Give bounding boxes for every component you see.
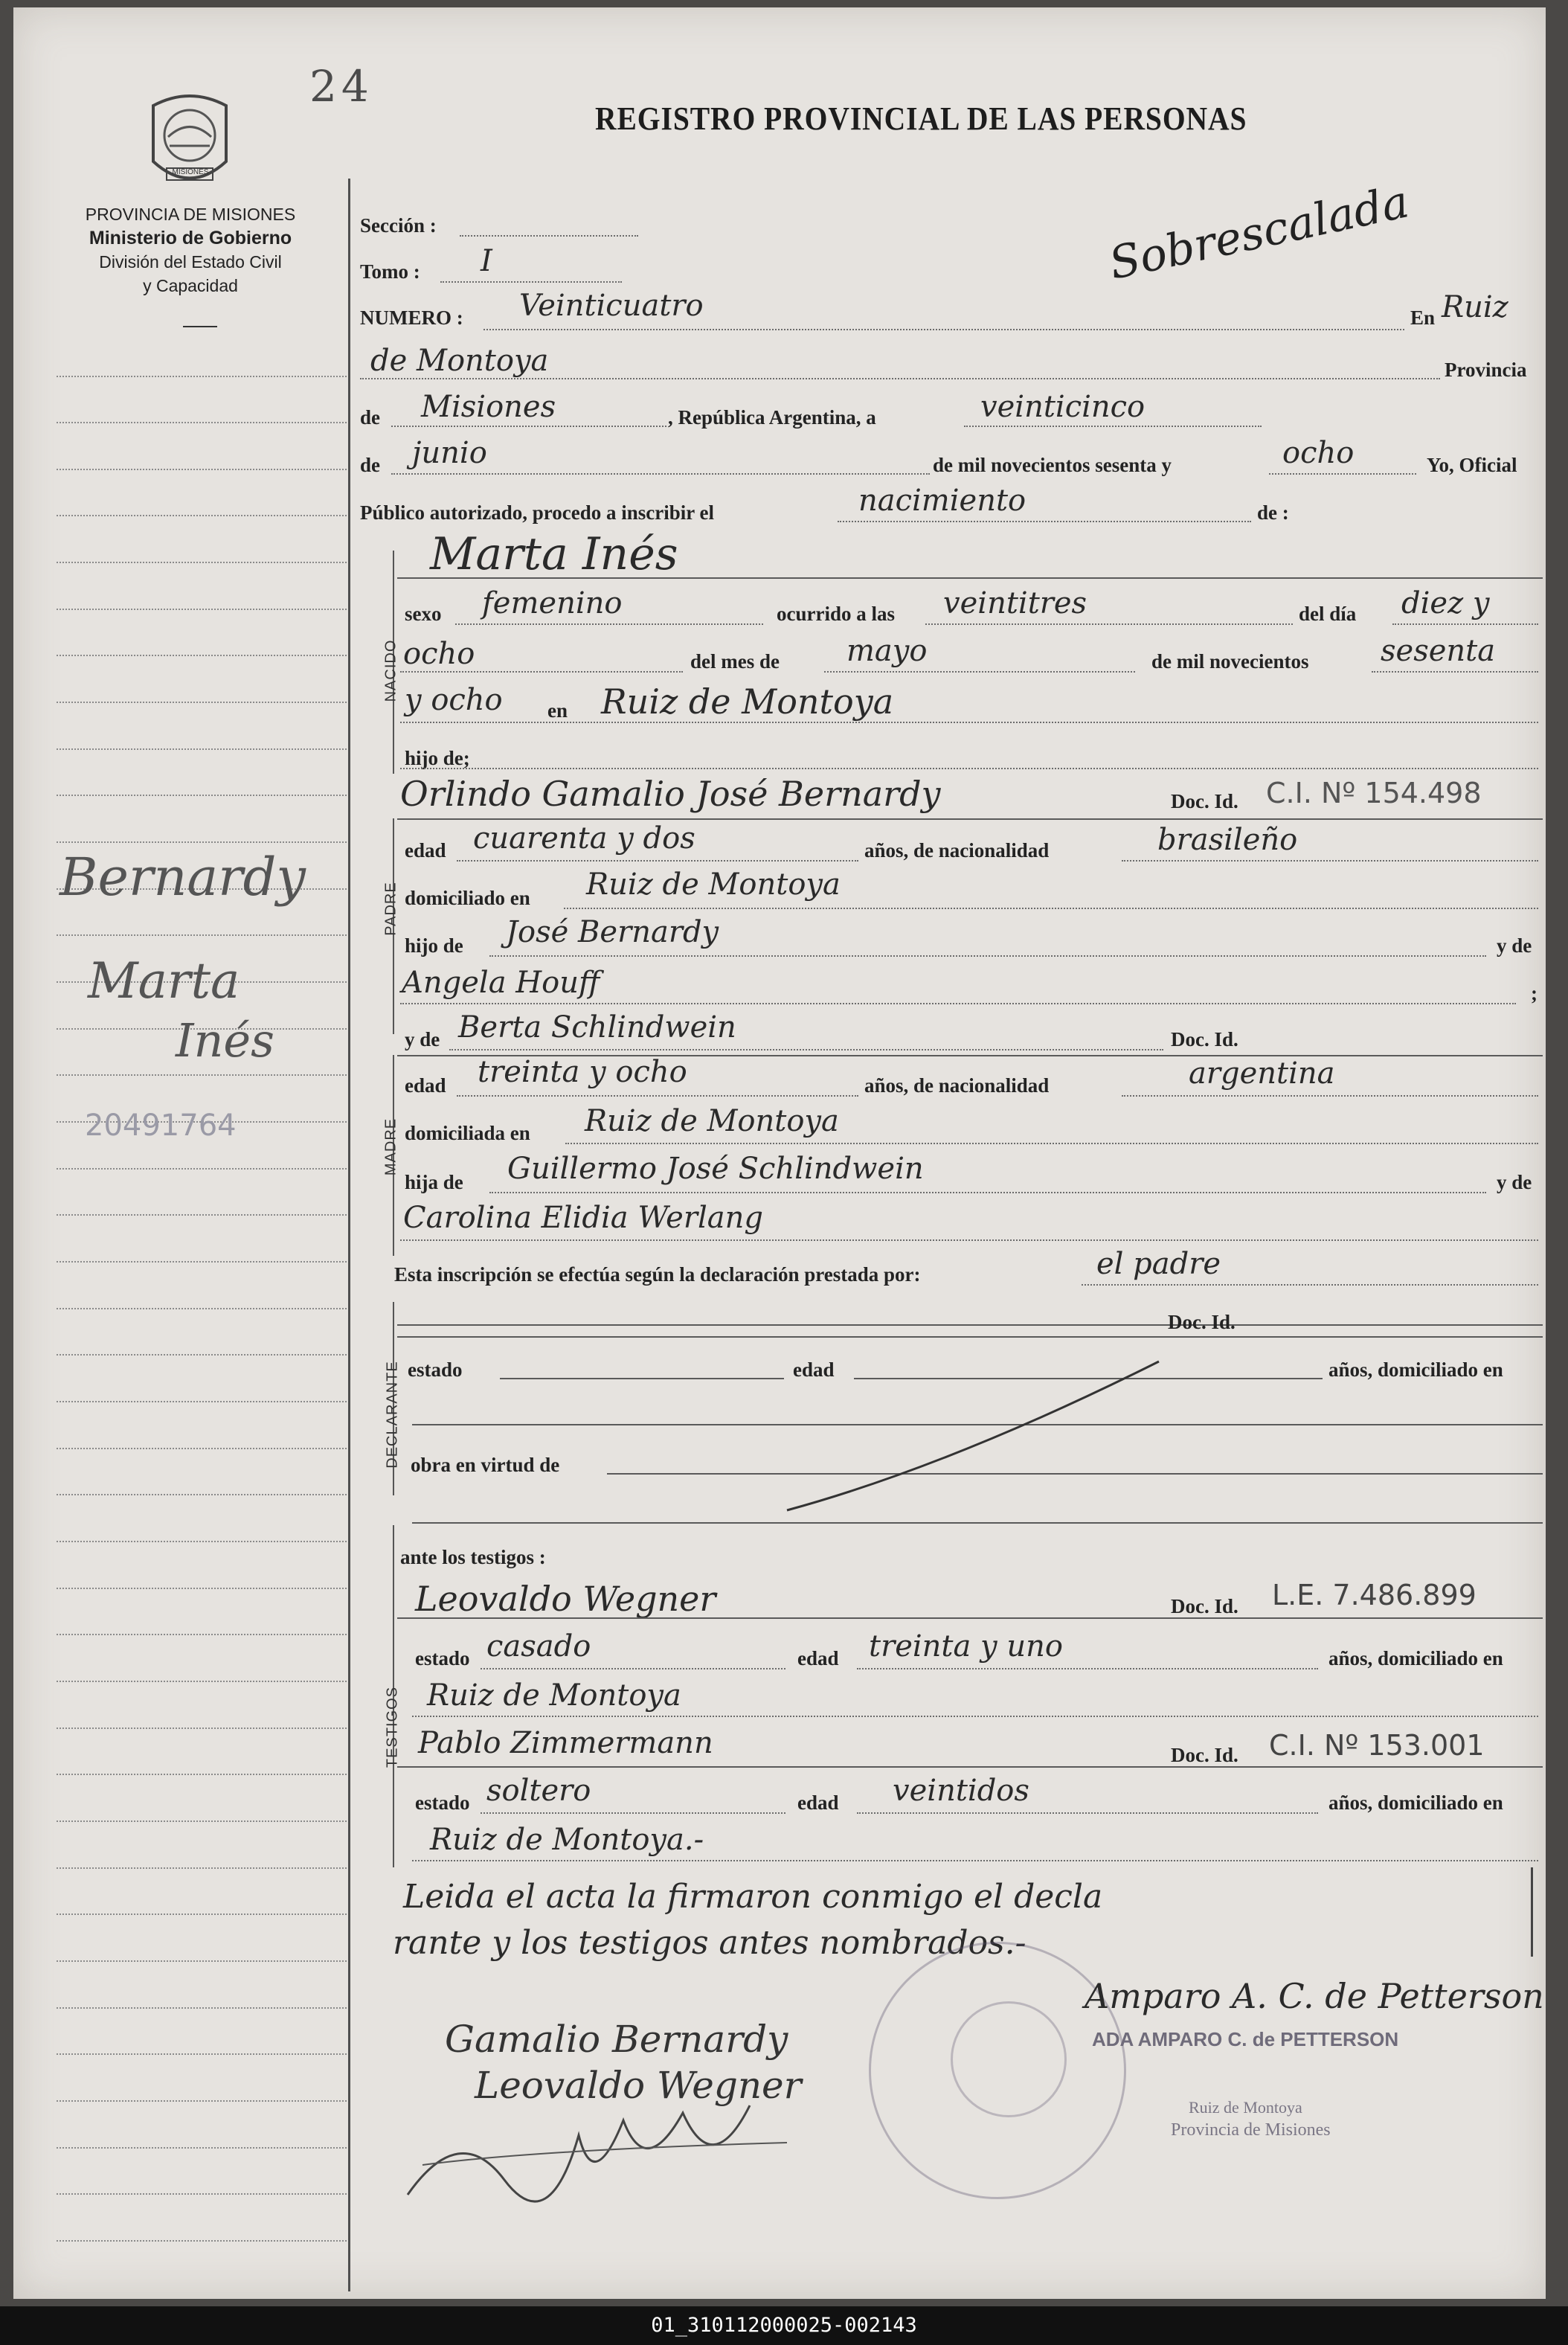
margin-line [57,1074,347,1076]
label-y-de-madre: y de [405,1028,440,1050]
margin-line [57,562,347,563]
margin-line [57,1634,347,1635]
provincial-emblem [146,91,234,195]
value-tomo: I [481,244,492,278]
margin-line [57,1401,347,1402]
official-stamp-province: Provincia de Misiones [1171,2120,1331,2140]
ministry-seal-inner [951,2001,1067,2117]
margin-line [57,2193,347,2195]
value-testigo-1-dom: Ruiz de Montoya [427,1678,681,1713]
label-en: En [1410,307,1436,329]
label-doc-id-padre: Doc. Id. [1171,790,1238,812]
margin-line [57,748,347,750]
value-madre-dom: Ruiz de Montoya [585,1104,839,1138]
value-madre-nac: argentina [1189,1056,1335,1091]
signature-2: Leovaldo Wegner [475,2064,802,2107]
margin-line [57,1354,347,1356]
dotted-line [400,768,1538,769]
label-semicolon: ; [1531,982,1538,1004]
value-padre-doc: C.I. Nº 154.498 [1266,777,1482,809]
margin-line [57,1448,347,1449]
label-doc-id-testigo-1: Doc. Id. [1171,1595,1238,1617]
label-ocurrido: ocurrido a las [777,603,895,625]
official-stamp-name: ADA AMPARO C. de PETTERSON [1092,2028,1399,2050]
label-anos-dom-testigo-1: años, domiciliado en [1328,1647,1503,1669]
value-anio-1: sesenta [1381,634,1496,668]
value-madre-hija-de-1: Guillermo José Schlindwein [507,1152,924,1186]
value-testigo-2-dom: Ruiz de Montoya.- [430,1823,704,1857]
label-tomo: Tomo : [360,260,420,283]
label-mil-novecientos: de mil novecientos sesenta y [933,454,1172,476]
value-dia-1: diez y [1401,586,1490,620]
value-testigo-2-doc: C.I. Nº 153.001 [1269,1729,1485,1762]
margin-line [57,1214,347,1216]
margin-given-1: Marta [88,952,240,1010]
dotted-line [489,1192,1486,1193]
value-numero: Veinticuatro [519,289,704,323]
dotted-line [440,281,622,283]
label-y-de-madre-2: y de [1497,1171,1532,1193]
padre-top-line [397,818,1543,820]
value-lugar-2: de Montoya [370,344,549,378]
dotted-line [412,1860,1538,1861]
value-sexo: femenino [482,586,623,620]
label-domiciliado-padre: domiciliado en [405,887,530,909]
margin-given-2: Inés [176,1013,274,1068]
dotted-line [360,378,1440,379]
dotted-line [481,1668,785,1669]
margin-line [57,934,347,936]
value-padre-hijo-de-1: José Bernardy [506,915,719,949]
dotted-line [391,426,666,427]
label-sexo: sexo [405,603,442,625]
label-en-lower: en [547,699,568,722]
margin-line [57,655,347,656]
label-domiciliada-madre: domiciliada en [405,1122,530,1144]
value-testigo-2-edad: veintidos [893,1774,1029,1808]
margin-line [57,702,347,703]
label-seccion: Sección : [360,214,437,237]
dotted-line [400,671,683,673]
value-padre-dom: Ruiz de Montoya [586,867,841,902]
dotted-line [400,722,1538,723]
margin-line [57,2100,347,2102]
margin-line [57,1820,347,1822]
left-header-division: División del Estado Civil [99,252,282,272]
dotted-line [400,1239,1538,1241]
label-doc-id-declarante: Doc. Id. [1168,1311,1236,1333]
label-publico: Público autorizado, procedo a inscribir el [360,501,714,524]
margin-line [57,1308,347,1309]
value-testigo-1-estado: casado [486,1629,591,1664]
margin-line [57,1261,347,1263]
margin-line [57,2007,347,2009]
value-padre-nombre: Orlindo Gamalio José Bernardy [400,774,941,814]
dotted-line [481,1812,785,1814]
label-obra: obra en virtud de [411,1454,560,1476]
label-yo-oficial: Yo, Oficial [1427,454,1517,476]
value-dia-2: ocho [403,637,475,671]
declarante-top-line-2 [397,1336,1543,1338]
right-edge-mark [1531,1867,1533,1957]
dotted-line [925,623,1293,625]
margin-line [57,515,347,516]
value-declarante: el padre [1096,1247,1221,1281]
value-testigo-2-estado: soltero [486,1774,591,1808]
margin-surname: Bernardy [60,847,306,908]
label-doc-id-madre: Doc. Id. [1171,1028,1238,1050]
side-label-testigos: TESTIGOS [384,1686,401,1768]
dotted-line [964,426,1262,427]
value-madre-edad: treinta y ocho [478,1055,687,1089]
side-label-declarante: DECLARANTE [384,1361,401,1469]
value-madre-nombre: Berta Schlindwein [458,1010,736,1045]
name-line [397,577,1543,579]
page-number: 24 [309,61,373,112]
testigo-2-line [397,1766,1543,1768]
dotted-line [1082,1284,1538,1286]
left-header-capacity: y Capacidad [143,276,238,295]
dotted-line [400,1003,1516,1004]
emblem-label: MISIONES [172,168,209,176]
margin-number: 20491764 [85,1109,237,1143]
margin-line [57,795,347,796]
value-testigo-2: Pablo Zimmermann [418,1726,713,1760]
dotted-line [1392,623,1538,625]
dotted-line [457,1095,858,1097]
dotted-line [1122,1095,1538,1097]
testigo-1-line [397,1617,1543,1619]
dotted-line [1372,671,1538,673]
closing-line-1: Leida el acta la firmaron conmigo el decla [403,1878,1103,1916]
dotted-line [838,521,1251,522]
dotted-line [412,1716,1538,1717]
dotted-line [457,860,858,862]
label-edad-testigo-2: edad [797,1791,839,1814]
dotted-line [483,329,1404,330]
image-caption: 01_310112000025-002143 [0,2306,1568,2345]
left-header-ministry: Ministerio de Gobierno [89,228,292,248]
label-ante-testigos: ante los testigos : [400,1546,546,1568]
dotted-line [824,671,1135,673]
label-estado-testigo-2: estado [415,1791,470,1814]
value-en-lugar: Ruiz [1442,290,1508,324]
value-dia-inscripcion: veinticinco [980,390,1146,424]
label-de-2: de [360,454,380,476]
margin-line [57,1913,347,1915]
value-padre-edad: cuarenta y dos [473,821,695,856]
label-de-mil-novecientos: de mil novecientos [1151,650,1309,673]
label-edad-testigo-1: edad [797,1647,839,1669]
value-lugar-nac: Ruiz de Montoya [601,681,894,722]
header-signature: Sobrescalada [1105,176,1413,290]
label-anos-nac-padre: años, de nacionalidad [864,839,1050,862]
label-numero: NUMERO : [360,307,463,329]
value-mes: mayo [846,634,928,668]
cancel-stroke [757,1354,1174,1518]
value-testigo-1: Leovaldo Wegner [415,1579,716,1619]
margin-line [57,841,347,843]
dotted-line [1122,860,1538,862]
value-anio-2: y ocho [405,683,503,717]
label-hija-de: hija de [405,1171,463,1193]
value-anio-inscripcion: ocho [1282,436,1355,470]
value-provincia: Misiones [421,390,556,424]
dotted-line [565,1143,1538,1144]
margin-line [57,1681,347,1682]
official-signature: Amparo A. C. de Petterson [1085,1976,1544,2016]
value-hora: veintitres [943,586,1087,620]
label-anos-dom-testigo-2: años, domiciliado en [1328,1791,1503,1814]
margin-line [57,469,347,470]
value-acto: nacimiento [858,484,1026,518]
margin-line [57,1774,347,1775]
blank-line [500,1378,784,1379]
label-anos-nac-madre: años, de nacionalidad [864,1074,1050,1097]
label-doc-id-testigo-2: Doc. Id. [1171,1744,1238,1766]
label-y-de-padre: y de [1497,934,1532,957]
margin-line [57,609,347,610]
label-edad-madre: edad [405,1074,446,1097]
label-del-mes: del mes de [690,650,780,673]
margin-line [57,1588,347,1589]
page-title: REGISTRO PROVINCIAL DE LAS PERSONAS [595,100,1247,137]
closing-line-2: rante y los testigos antes nombrados.- [393,1924,1026,1962]
margin-line [57,1541,347,1542]
left-header [49,202,332,298]
margin-line [57,2053,347,2055]
value-mes-inscripcion: junio [412,436,487,470]
value-testigo-1-edad: treinta y uno [869,1629,1063,1664]
dotted-line [564,908,1538,909]
margin-line [57,1728,347,1729]
dotted-line [460,235,638,237]
dotted-line [449,1049,1163,1050]
signature-1: Gamalio Bernardy [445,2018,788,2061]
dotted-line [391,473,930,475]
label-del-dia: del día [1299,603,1357,625]
label-hijo-de-padre: hijo de [405,934,463,957]
label-hijo-de: hijo de; [405,747,470,769]
document-page [13,7,1546,2299]
value-padre-nac: brasileño [1157,823,1298,857]
label-estado-testigo-1: estado [415,1647,470,1669]
declarante-top-line-1 [397,1324,1543,1326]
side-label-madre: MADRE [382,1117,399,1176]
left-header-rule [183,326,217,327]
dotted-line [857,1812,1318,1814]
label-estado-declarante: estado [408,1358,463,1381]
label-de-colon: de : [1257,501,1289,524]
dotted-line [1269,473,1416,475]
margin-line [57,1960,347,1962]
margin-line [57,2240,347,2242]
blank-line [412,1522,1543,1524]
value-madre-hija-de-2: Carolina Elidia Werlang [403,1201,763,1235]
value-nombre: Marta Inés [430,528,678,580]
label-republica: , República Argentina, a [668,406,876,429]
label-de: de [360,406,380,429]
dotted-line [489,955,1486,957]
side-label-padre: PADRE [382,882,399,936]
margin-line [57,1494,347,1495]
margin-line [57,2147,347,2149]
label-anos-dom-declarante: años, domiciliado en [1328,1358,1503,1381]
margin-line [57,1168,347,1170]
dotted-line [857,1668,1318,1669]
label-edad-declarante: edad [793,1358,835,1381]
label-edad-padre: edad [405,839,446,862]
left-header-province: PROVINCIA DE MISIONES [85,205,296,224]
value-padre-hijo-de-2: Angela Houff [402,966,600,1000]
margin-line [57,376,347,377]
main-left-border [348,179,350,2291]
dotted-line [455,623,763,625]
signature-scribble [400,2091,817,2210]
label-provincia: Provincia [1445,359,1527,381]
side-label-nacido: NACIDO [382,639,399,702]
margin-line [57,422,347,423]
label-declaracion: Esta inscripción se efectúa según la declaración prestada por: [394,1263,921,1286]
value-testigo-1-doc: L.E. 7.486.899 [1272,1579,1477,1611]
official-stamp-place: Ruiz de Montoya [1189,2098,1302,2117]
margin-line [57,1867,347,1869]
